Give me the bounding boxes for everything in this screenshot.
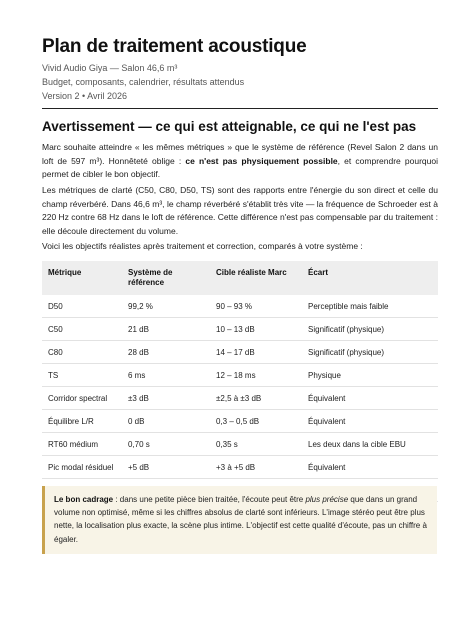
paragraph-intro xyxy=(42,141,438,182)
table-cell: ±3 dB xyxy=(122,387,210,410)
subtitle-venue: Vivid Audio Giya — Salon 46,6 m³ xyxy=(42,63,178,73)
table-cell: 12 – 18 ms xyxy=(210,364,302,387)
table-row xyxy=(42,410,438,433)
table-cell: 6 ms xyxy=(122,364,210,387)
paragraph-objectives: Voici les objectifs réalistes après traitement et correction, comparés à votre système : xyxy=(42,241,363,251)
paragraph-intro-emphasis: ce n'est pas physiquement possible xyxy=(185,155,338,166)
table-row xyxy=(42,341,438,364)
table-cell: ±2,5 à ±3 dB xyxy=(210,387,302,410)
table-header-row xyxy=(42,261,438,295)
table-cell: Perceptible mais faible xyxy=(302,295,438,318)
table-cell: 28 dB xyxy=(122,341,210,364)
table-cell: 0,35 s xyxy=(210,433,302,456)
section-heading: Avertissement — ce qui est atteignable, ce qui ne l'est pas xyxy=(42,119,417,134)
column-header-target: Cible réaliste Marc xyxy=(210,261,302,295)
callout-text-a: : dans une petite pièce bien traitée, l'écoute peut être xyxy=(113,495,306,504)
table-cell: Équivalent xyxy=(302,387,438,410)
column-header-reference: Système de référence xyxy=(122,261,210,295)
table-cell: 90 – 93 % xyxy=(210,295,302,318)
table-cell: RT60 médium xyxy=(42,433,122,456)
callout-emphasis: plus précise xyxy=(305,495,349,504)
table-row xyxy=(42,387,438,410)
table-row xyxy=(42,318,438,341)
page-title: Plan de traitement acoustique xyxy=(42,36,307,57)
paragraph-intro-text-c: , et comprendre pourquoi permet de cibler le bon objectif. xyxy=(42,155,438,179)
table-cell: +3 à +5 dB xyxy=(210,456,302,479)
table-cell: Pic modal résiduel xyxy=(42,456,122,479)
table-cell: Significatif (physique) xyxy=(302,341,438,364)
table-cell: 10 – 13 dB xyxy=(210,318,302,341)
paragraph-intro-text-a: Marc souhaite atteindre « les mêmes métriques » que le système de référence (Revel Salon 2 dans un loft de 597 m³). Honnêteté oblige : xyxy=(42,142,438,166)
callout-lead: Le bon cadrage xyxy=(54,495,114,504)
table-cell: 0,70 s xyxy=(122,433,210,456)
table-row xyxy=(42,456,438,479)
table-cell: Équivalent xyxy=(302,456,438,479)
callout-text-b: que dans un grand volume non optimisé, même si les chiffres absolus de clarté sont inférieurs. L'image stéréo peut être plus nette, la localisation plus exacte, la scène plus intime. L'objectif est cette qualité d'écoute, pas un chiffre à égaler. xyxy=(54,495,427,544)
metrics-table xyxy=(42,261,438,502)
table-cell: 0 dB xyxy=(122,410,210,433)
table-cell: 21 dB xyxy=(122,318,210,341)
table-cell: D50 xyxy=(42,295,122,318)
paragraph-clarity: Les métriques de clarté (C50, C80, D50, TS) sont des rapports entre l'énergie du son direct et celle du champ réverbéré. Dans 46,6 m³, le champ réverbéré s'établit très vite — la fréquence de Schroeder est à 220 Hz contre 68 Hz dans le loft de référence. Cette différence n'est pas compensable par du traitement : elle découle directement du volume. xyxy=(42,185,438,236)
table-row xyxy=(42,433,438,456)
table-cell: Équilibre L/R xyxy=(42,410,122,433)
table-cell: Équivalent xyxy=(302,410,438,433)
table-cell: Physique xyxy=(302,364,438,387)
column-header-metric: Métrique xyxy=(42,261,122,295)
table-cell: 0,3 – 0,5 dB xyxy=(210,410,302,433)
table-cell: Corridor spectral xyxy=(42,387,122,410)
column-header-gap: Écart xyxy=(302,261,438,295)
table-cell: TS xyxy=(42,364,122,387)
table-cell: 99,2 % xyxy=(122,295,210,318)
table-cell: +5 dB xyxy=(122,456,210,479)
version-line: Version 2 • Avril 2026 xyxy=(42,91,128,101)
table-row xyxy=(42,364,438,387)
subtitle-scope: Budget, composants, calendrier, résultats attendus xyxy=(42,77,245,87)
table-cell: Les deux dans la cible EBU xyxy=(302,433,438,456)
table-cell: 14 – 17 dB xyxy=(210,341,302,364)
table-cell: Significatif (physique) xyxy=(302,318,438,341)
title-divider xyxy=(42,108,438,109)
table-row xyxy=(42,295,438,318)
framing-callout xyxy=(42,486,437,554)
table-cell: C50 xyxy=(42,318,122,341)
table-cell: C80 xyxy=(42,341,122,364)
